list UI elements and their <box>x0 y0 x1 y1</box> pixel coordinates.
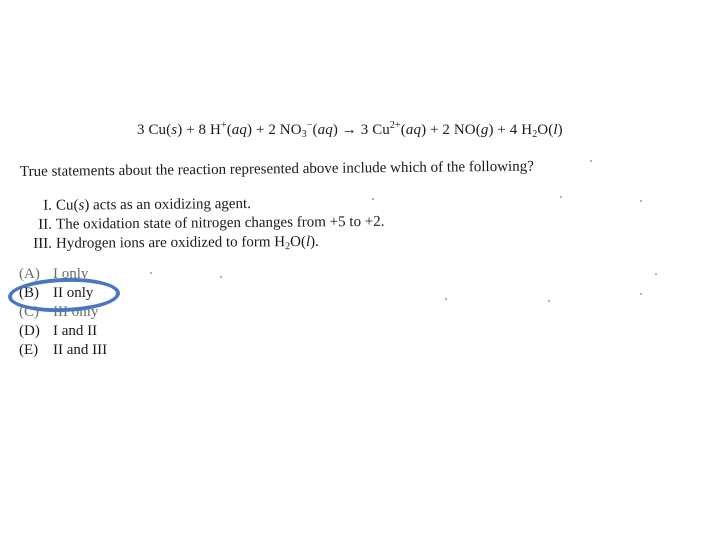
reaction-equation: 3 Cu(s) + 8 H+(aq) + 2 $NO_3^-(aq) \to 3$ $Cu^{2+}(aq) + 2$ NO(g) + 4 $H_2O(l)$ <box>137 120 563 140</box>
statement-1: I. Cu(s) acts as an oxidizing agent. <box>43 195 252 214</box>
scan-speck <box>372 198 374 200</box>
answer-choice-a[interactable]: (A) I only <box>19 266 89 282</box>
scan-speck <box>640 293 642 295</box>
scan-speck <box>640 200 642 202</box>
scan-speck <box>590 160 592 162</box>
scan-speck <box>548 300 550 302</box>
answer-choice-c[interactable]: (C) III only <box>19 304 99 320</box>
scan-speck <box>445 298 447 300</box>
scan-speck <box>655 273 657 275</box>
question-text: True statements about the reaction represented above include which of the following? <box>19 158 534 180</box>
answer-choice-b[interactable]: (B) II only <box>19 285 94 301</box>
scan-speck <box>220 276 222 278</box>
answer-choice-e[interactable]: (E) II and III <box>19 342 108 358</box>
statement-2: II. The oxidation state of nitrogen changes from +5 to +2. <box>38 213 385 233</box>
answer-choice-d[interactable]: (D) I and II <box>19 323 98 339</box>
scan-speck <box>560 196 562 198</box>
statement-3: III. Hydrogen ions are oxidized to form $H_2O(l)$. <box>33 233 319 253</box>
scan-speck <box>150 272 152 274</box>
